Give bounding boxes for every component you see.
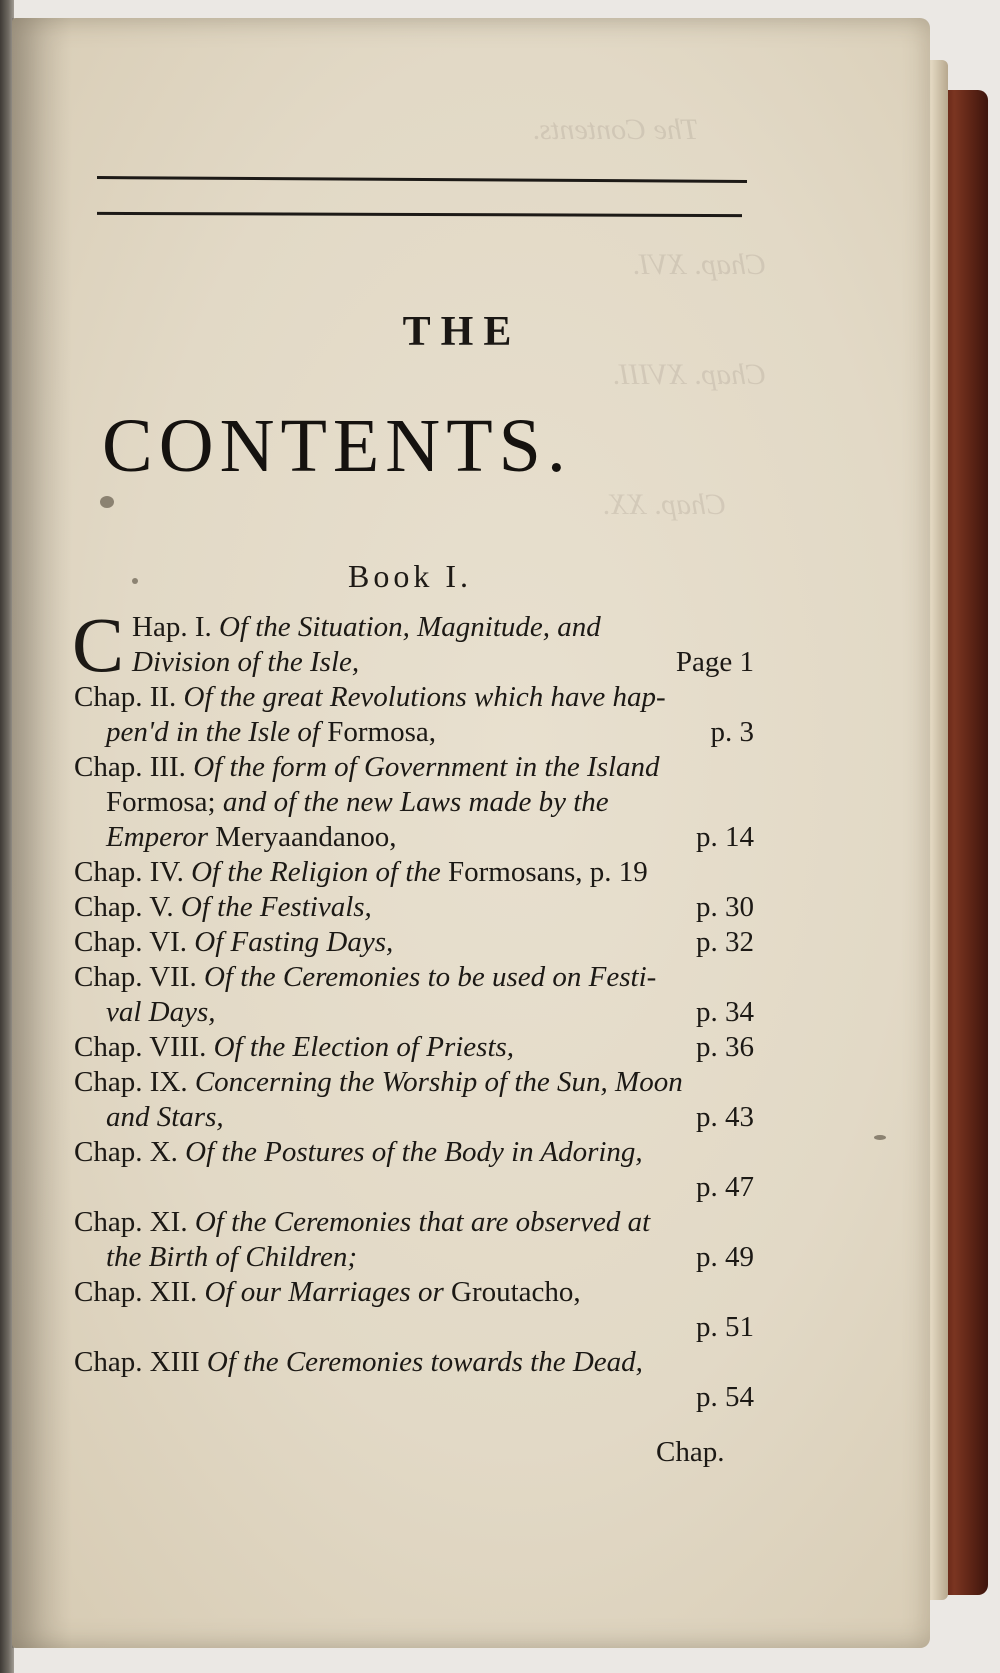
chapter-title: Concerning the Worship of the Sun, Moon [194, 1066, 683, 1098]
proper-noun: Formosans, [448, 856, 583, 888]
chapter-title: Of our Marriages or [204, 1276, 444, 1308]
show-through: Chap. XX. [602, 488, 727, 521]
drop-cap: C [72, 601, 125, 688]
heading-contents: CONTENTS. [102, 404, 572, 488]
chapter-number: Chap. XI. [74, 1206, 188, 1238]
contents-list [72, 601, 754, 1415]
chapter-title-cont: Emperor [106, 821, 209, 853]
book-heading: Book I. [348, 558, 472, 594]
toc-line [74, 925, 754, 960]
toc-line [74, 1240, 754, 1275]
toc-line [74, 1100, 754, 1135]
page-ref: p. 34 [696, 996, 754, 1028]
proper-noun: Meryaandanoo, [215, 821, 397, 853]
proper-noun: Formosa, [327, 716, 436, 748]
page-ref: p. 54 [696, 1381, 754, 1413]
toc-line [74, 680, 754, 715]
page-ref: p. 19 [589, 856, 648, 888]
chapter-number: Chap. IV. [74, 856, 184, 888]
gutter-shadow [12, 18, 72, 1648]
chapter-number: Chap. III. [74, 751, 186, 783]
chapter-title: Of the Religion of the [191, 856, 441, 888]
show-through: Chap. XVI. [632, 248, 767, 281]
proper-noun: Formosa; [106, 786, 216, 818]
chapter-title-cont: and Stars, [106, 1101, 224, 1133]
heading-the: THE [402, 309, 522, 355]
chapter-number: Chap. XIII [74, 1346, 200, 1378]
toc-line [74, 750, 754, 785]
chapter-title: Of the Festivals, [180, 891, 372, 923]
toc-line [74, 995, 754, 1030]
chapter-title: Of the Election of Priests, [213, 1031, 515, 1063]
chapter-title: Of the Ceremonies to be used on Festi- [203, 961, 657, 993]
page-ref: Page 1 [675, 646, 754, 678]
chapter-title: Of the great Revolutions which have hap- [183, 681, 666, 713]
page-ref: p. 36 [696, 1031, 754, 1063]
toc-line [74, 1065, 754, 1100]
toc-line [74, 715, 754, 750]
paper-stain [874, 1135, 886, 1140]
page-ref: p. 30 [696, 891, 754, 923]
chapter-number: Chap. VI. [74, 926, 188, 958]
catchword: Chap. [656, 1436, 725, 1468]
toc-line [74, 1310, 754, 1345]
page-ref: p. 3 [710, 716, 754, 748]
toc-line [74, 1135, 754, 1170]
chapter-title-cont: Division of the Isle, [132, 646, 360, 678]
chapter-number: Chap. IX. [74, 1066, 188, 1098]
chapter-title-cont: the Birth of Children; [106, 1241, 358, 1273]
toc-line [74, 1380, 754, 1415]
toc-line [74, 960, 754, 995]
page-ref: p. 32 [696, 926, 754, 958]
chapter-title-cont: and of the new Laws made by the [222, 786, 609, 818]
toc-line [74, 1345, 754, 1380]
paper-stain [100, 496, 114, 508]
chapter-title: Of the Ceremonies towards the Dead, [206, 1346, 643, 1378]
chapter-number: Chap. XII. [74, 1276, 198, 1308]
chapter-number: Chap. II. [74, 681, 177, 713]
chapter-title: Of the form of Government in the Island [193, 751, 660, 783]
page-ref: p. 14 [696, 821, 754, 853]
chapter-title: Of the Postures of the Body in Adoring, [185, 1136, 643, 1168]
toc-line [74, 785, 754, 820]
toc-line [74, 1030, 754, 1065]
page-ref: p. 47 [696, 1171, 754, 1203]
toc-line [74, 1170, 754, 1205]
chapter-number: Chap. VII. [74, 961, 197, 993]
page-ref: p. 51 [696, 1311, 754, 1343]
chapter-number: Chap. X. [74, 1136, 178, 1168]
chapter-title-cont: val Days, [106, 996, 216, 1028]
toc-line [74, 1275, 754, 1310]
page-ref: p. 49 [696, 1241, 754, 1273]
second-rule [97, 212, 742, 217]
chapter-number: Hap. I. [132, 611, 212, 643]
chapter-number: Chap. VIII. [74, 1031, 207, 1063]
top-rule [97, 176, 747, 183]
proper-noun: Groutacho, [451, 1276, 581, 1308]
toc-line [74, 645, 754, 680]
chapter-title: Of Fasting Days, [194, 926, 394, 958]
page-ref: p. 43 [696, 1101, 754, 1133]
toc-line [74, 1205, 754, 1240]
chapter-title-cont: pen'd in the Isle of [106, 716, 320, 748]
toc-line [74, 890, 754, 925]
toc-line [74, 855, 754, 890]
book-page [12, 18, 930, 1648]
show-through: Chap. XVIII. [612, 358, 767, 391]
chapter-number: Chap. V. [74, 891, 174, 923]
chapter-title: Of the Ceremonies that are observed at [194, 1206, 651, 1238]
toc-line [74, 820, 754, 855]
show-through: The Contents. [532, 113, 699, 146]
paper-stain [132, 578, 138, 584]
chapter-title: Of the Situation, Magnitude, and [218, 611, 601, 643]
